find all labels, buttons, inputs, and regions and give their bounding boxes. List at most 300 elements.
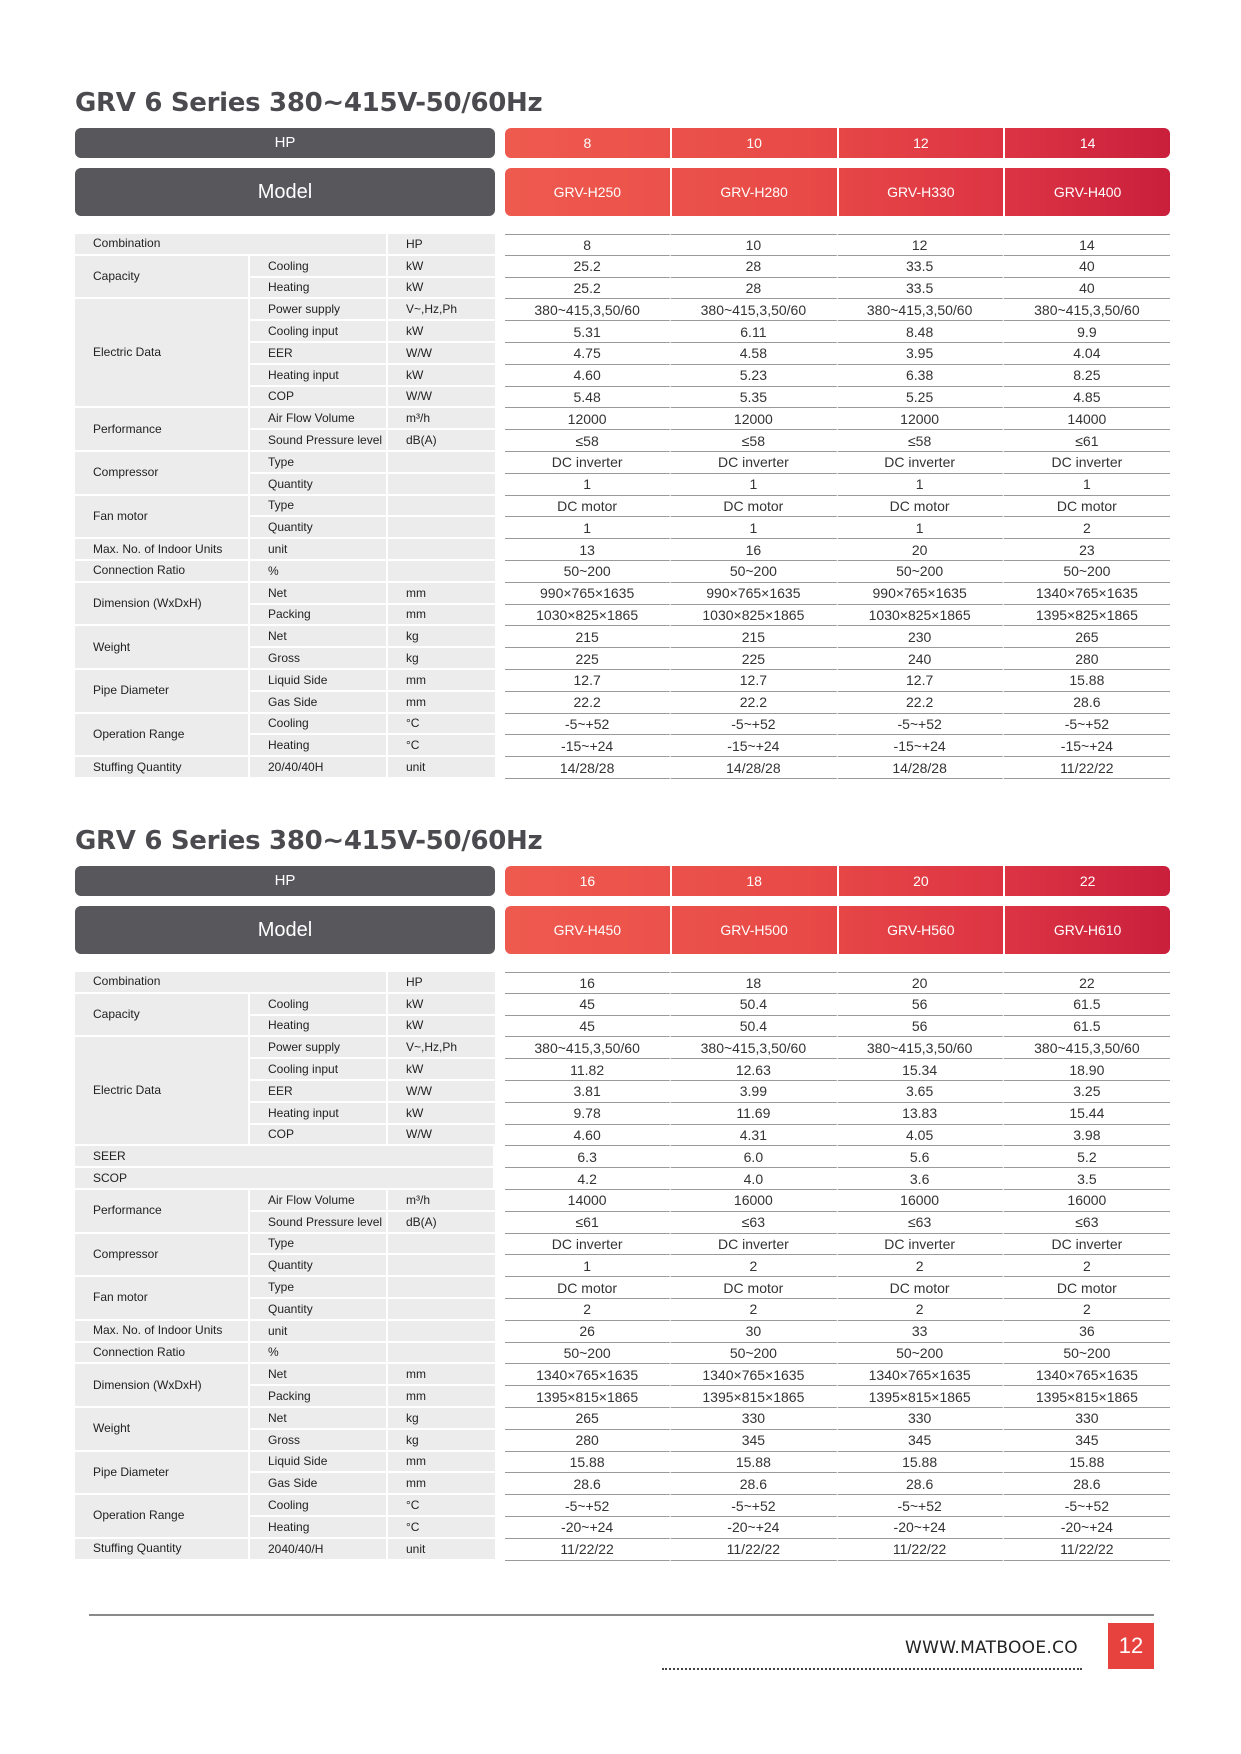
spec-value: 380~415,3,50/60 bbox=[1004, 1037, 1170, 1059]
spec-label-row bbox=[75, 1495, 495, 1517]
spec-value-row bbox=[505, 299, 1170, 321]
spec-item-label: Power supply bbox=[250, 299, 388, 321]
spec-unit-label: m³/h bbox=[388, 408, 495, 430]
spec-value: 5.2 bbox=[1004, 1146, 1170, 1168]
spec-item-label: Gas Side bbox=[250, 692, 388, 714]
spec-value: 380~415,3,50/60 bbox=[505, 299, 671, 321]
spec-group-label: Compressor bbox=[75, 1234, 250, 1278]
section-title: GRV 6 Series 380~415V-50/60Hz bbox=[75, 88, 543, 118]
spec-value: 15.88 bbox=[505, 1452, 671, 1474]
spec-value: -5~+52 bbox=[838, 714, 1004, 736]
spec-value: 215 bbox=[671, 626, 837, 648]
spec-value: 4.31 bbox=[671, 1125, 837, 1147]
spec-item-label: Net bbox=[250, 1408, 388, 1430]
spec-value-row bbox=[505, 994, 1170, 1016]
spec-value: ≤58 bbox=[838, 430, 1004, 452]
spec-value: 5.31 bbox=[505, 321, 671, 343]
spec-value: 50.4 bbox=[671, 1016, 837, 1038]
spec-unit-label: °C bbox=[388, 714, 495, 736]
spec-value: 22 bbox=[1004, 972, 1170, 994]
spec-group-label: Performance bbox=[75, 408, 250, 452]
spec-value: 345 bbox=[671, 1430, 837, 1452]
spec-value: 4.60 bbox=[505, 1125, 671, 1147]
spec-value-row bbox=[505, 1299, 1170, 1321]
model-header-label: Model bbox=[75, 168, 495, 216]
spec-value: 11/22/22 bbox=[1004, 1539, 1170, 1561]
spec-value: 5.23 bbox=[671, 365, 837, 387]
spec-value-row bbox=[505, 517, 1170, 539]
spec-value-row bbox=[505, 1037, 1170, 1059]
spec-value: ≤58 bbox=[671, 430, 837, 452]
spec-item-label: EER bbox=[250, 1081, 388, 1103]
spec-item-label: Net bbox=[250, 626, 388, 648]
spec-value: 14000 bbox=[1004, 408, 1170, 430]
spec-label-row bbox=[75, 256, 495, 278]
spec-value: 12000 bbox=[838, 408, 1004, 430]
spec-value-row bbox=[505, 648, 1170, 670]
spec-group-label: Operation Range bbox=[75, 1495, 250, 1539]
spec-value: 11/22/22 bbox=[505, 1539, 671, 1561]
spec-value: 2 bbox=[671, 1255, 837, 1277]
spec-item-label: Packing bbox=[250, 1386, 388, 1408]
spec-label-row bbox=[75, 1539, 495, 1561]
spec-label-row bbox=[75, 452, 495, 474]
spec-value: 1030×825×1865 bbox=[838, 605, 1004, 627]
spec-value-row bbox=[505, 1321, 1170, 1343]
spec-value-row bbox=[505, 496, 1170, 518]
spec-value-row bbox=[505, 321, 1170, 343]
spec-value: 22.2 bbox=[505, 692, 671, 714]
spec-item-label: Quantity bbox=[250, 1255, 388, 1277]
spec-value: 16 bbox=[671, 539, 837, 561]
spec-label-row bbox=[75, 714, 495, 736]
spec-item-label: Heating input bbox=[250, 1103, 388, 1125]
spec-value: -15~+24 bbox=[671, 735, 837, 757]
spec-unit-label: dB(A) bbox=[388, 430, 495, 452]
spec-unit-label bbox=[388, 474, 495, 496]
spec-value: 33.5 bbox=[838, 278, 1004, 300]
spec-label-row bbox=[75, 1037, 495, 1059]
spec-value-row bbox=[505, 408, 1170, 430]
spec-labels-table bbox=[75, 972, 495, 1561]
spec-group-label: Stuffing Quantity bbox=[75, 1539, 250, 1561]
spec-label-row bbox=[75, 1190, 495, 1212]
spec-value-row bbox=[505, 1364, 1170, 1386]
spec-label-row bbox=[75, 1321, 495, 1343]
spec-value-row bbox=[505, 1343, 1170, 1365]
spec-label-row bbox=[75, 1168, 495, 1190]
spec-unit-label: unit bbox=[388, 1539, 495, 1561]
spec-value: -20~+24 bbox=[505, 1517, 671, 1539]
spec-value-row bbox=[505, 1473, 1170, 1495]
spec-value: 22.2 bbox=[838, 692, 1004, 714]
hp-value: 10 bbox=[672, 128, 839, 158]
spec-value: DC inverter bbox=[505, 1234, 671, 1256]
spec-value: 13.83 bbox=[838, 1103, 1004, 1125]
spec-group-label: Performance bbox=[75, 1190, 250, 1234]
spec-value-row bbox=[505, 1016, 1170, 1038]
spec-value: 25.2 bbox=[505, 278, 671, 300]
spec-label-row bbox=[75, 496, 495, 518]
spec-value: 50~200 bbox=[505, 561, 671, 583]
spec-value: 18.90 bbox=[1004, 1059, 1170, 1081]
spec-item-label: Type bbox=[250, 496, 388, 518]
spec-value: 1 bbox=[838, 517, 1004, 539]
spec-value: 2 bbox=[671, 1299, 837, 1321]
hp-header-label: HP bbox=[75, 866, 495, 896]
spec-value-row bbox=[505, 1408, 1170, 1430]
spec-value: 3.65 bbox=[838, 1081, 1004, 1103]
spec-value: 380~415,3,50/60 bbox=[1004, 299, 1170, 321]
spec-unit-label bbox=[388, 1255, 495, 1277]
spec-value: 2 bbox=[1004, 1255, 1170, 1277]
spec-unit-label bbox=[388, 1234, 495, 1256]
spec-value: DC inverter bbox=[671, 452, 837, 474]
spec-value: 280 bbox=[1004, 648, 1170, 670]
spec-value: 1030×825×1865 bbox=[671, 605, 837, 627]
spec-value: 1395×815×1865 bbox=[505, 1386, 671, 1408]
spec-unit-label: mm bbox=[388, 1386, 495, 1408]
spec-value: 61.5 bbox=[1004, 1016, 1170, 1038]
spec-value: 50~200 bbox=[838, 561, 1004, 583]
spec-value: 11/22/22 bbox=[671, 1539, 837, 1561]
spec-unit-label: mm bbox=[388, 1452, 495, 1474]
spec-value: 4.2 bbox=[505, 1168, 671, 1190]
spec-value: 5.48 bbox=[505, 387, 671, 409]
spec-item-label: COP bbox=[250, 1125, 388, 1147]
spec-label-row bbox=[75, 408, 495, 430]
spec-group-label: Fan motor bbox=[75, 1277, 250, 1321]
spec-unit-label: kW bbox=[388, 994, 495, 1016]
spec-item-label: Quantity bbox=[250, 1299, 388, 1321]
spec-value: 1395×815×1865 bbox=[838, 1386, 1004, 1408]
spec-value-row bbox=[505, 1452, 1170, 1474]
spec-value: 1340×765×1635 bbox=[838, 1364, 1004, 1386]
spec-value: 4.0 bbox=[671, 1168, 837, 1190]
spec-group-label: Fan motor bbox=[75, 496, 250, 540]
spec-value: 230 bbox=[838, 626, 1004, 648]
spec-unit-label bbox=[388, 561, 495, 583]
spec-value-row bbox=[505, 387, 1170, 409]
spec-group-label: Connection Ratio bbox=[75, 1343, 250, 1365]
spec-unit-label: V~,Hz,Ph bbox=[388, 1037, 495, 1059]
spec-value: -5~+52 bbox=[505, 714, 671, 736]
spec-value: 16000 bbox=[671, 1190, 837, 1212]
spec-item-label: COP bbox=[250, 387, 388, 409]
spec-value: 6.3 bbox=[505, 1146, 671, 1168]
spec-value-row bbox=[505, 1386, 1170, 1408]
spec-value: 330 bbox=[1004, 1408, 1170, 1430]
spec-value-row bbox=[505, 474, 1170, 496]
spec-value: 28.6 bbox=[1004, 692, 1170, 714]
hp-value: 8 bbox=[505, 128, 672, 158]
spec-value: DC motor bbox=[671, 1277, 837, 1299]
spec-unit-label: V~,Hz,Ph bbox=[388, 299, 495, 321]
spec-value: 1 bbox=[671, 474, 837, 496]
spec-value: 10 bbox=[671, 234, 837, 256]
spec-item-label: Heating input bbox=[250, 365, 388, 387]
spec-label-row bbox=[75, 670, 495, 692]
spec-value-row bbox=[505, 1277, 1170, 1299]
spec-value: 380~415,3,50/60 bbox=[671, 1037, 837, 1059]
spec-value: 1030×825×1865 bbox=[505, 605, 671, 627]
spec-label-row bbox=[75, 1408, 495, 1430]
spec-value: 4.60 bbox=[505, 365, 671, 387]
spec-value-row bbox=[505, 343, 1170, 365]
spec-value-row bbox=[505, 1059, 1170, 1081]
spec-value: 50~200 bbox=[505, 1343, 671, 1365]
spec-value-row bbox=[505, 539, 1170, 561]
spec-group-label: Pipe Diameter bbox=[75, 670, 250, 714]
model-name: GRV-H250 bbox=[505, 168, 672, 216]
spec-value: DC inverter bbox=[838, 452, 1004, 474]
spec-value: 990×765×1635 bbox=[505, 583, 671, 605]
spec-value: DC inverter bbox=[1004, 1234, 1170, 1256]
spec-value: 1340×765×1635 bbox=[505, 1364, 671, 1386]
spec-value: 26 bbox=[505, 1321, 671, 1343]
spec-unit-label: kW bbox=[388, 278, 495, 300]
spec-unit-label bbox=[388, 1321, 495, 1343]
spec-value: 20 bbox=[838, 972, 1004, 994]
spec-value: 14/28/28 bbox=[838, 757, 1004, 779]
spec-unit-label: kW bbox=[388, 365, 495, 387]
spec-value: 30 bbox=[671, 1321, 837, 1343]
spec-value-row bbox=[505, 561, 1170, 583]
spec-value: 36 bbox=[1004, 1321, 1170, 1343]
spec-unit-label: mm bbox=[388, 670, 495, 692]
spec-unit-label bbox=[388, 452, 495, 474]
spec-group-label: Stuffing Quantity bbox=[75, 757, 250, 779]
spec-value: 225 bbox=[671, 648, 837, 670]
spec-group-label: Compressor bbox=[75, 452, 250, 496]
spec-value: 12.63 bbox=[671, 1059, 837, 1081]
spec-value: 1 bbox=[838, 474, 1004, 496]
spec-unit-label bbox=[388, 1277, 495, 1299]
spec-item-label: Heating bbox=[250, 735, 388, 757]
model-name: GRV-H560 bbox=[839, 906, 1006, 954]
spec-value: 56 bbox=[838, 1016, 1004, 1038]
spec-value: 2 bbox=[505, 1299, 671, 1321]
spec-value-row bbox=[505, 1539, 1170, 1561]
spec-unit-label: W/W bbox=[388, 1081, 495, 1103]
spec-value: 3.6 bbox=[838, 1168, 1004, 1190]
spec-value: 8 bbox=[505, 234, 671, 256]
spec-value: 28.6 bbox=[505, 1473, 671, 1495]
spec-unit-label: kg bbox=[388, 1408, 495, 1430]
spec-value: 345 bbox=[1004, 1430, 1170, 1452]
spec-unit-label: kg bbox=[388, 1430, 495, 1452]
spec-value: 3.25 bbox=[1004, 1081, 1170, 1103]
spec-item-label: Gross bbox=[250, 648, 388, 670]
spec-unit-label: m³/h bbox=[388, 1190, 495, 1212]
spec-value: 2 bbox=[838, 1299, 1004, 1321]
spec-label-row bbox=[75, 1364, 495, 1386]
spec-group-label: SEER bbox=[75, 1146, 495, 1168]
spec-value-row bbox=[505, 1146, 1170, 1168]
spec-value: 1340×765×1635 bbox=[1004, 583, 1170, 605]
spec-item-label: Type bbox=[250, 452, 388, 474]
spec-value-row bbox=[505, 1255, 1170, 1277]
website-url[interactable]: WWW.MATBOOE.CO bbox=[905, 1638, 1078, 1658]
spec-value: ≤63 bbox=[1004, 1212, 1170, 1234]
spec-unit-label: mm bbox=[388, 692, 495, 714]
spec-value: 265 bbox=[505, 1408, 671, 1430]
spec-value: 380~415,3,50/60 bbox=[505, 1037, 671, 1059]
spec-value: -15~+24 bbox=[838, 735, 1004, 757]
spec-value: ≤58 bbox=[505, 430, 671, 452]
spec-value: 13 bbox=[505, 539, 671, 561]
spec-value: 1 bbox=[671, 517, 837, 539]
spec-unit-label: kW bbox=[388, 256, 495, 278]
spec-item-label: Net bbox=[250, 583, 388, 605]
spec-label-row bbox=[75, 626, 495, 648]
spec-value: 5.25 bbox=[838, 387, 1004, 409]
spec-unit-label: °C bbox=[388, 735, 495, 757]
spec-value: 3.5 bbox=[1004, 1168, 1170, 1190]
spec-value-row bbox=[505, 583, 1170, 605]
spec-label-row bbox=[75, 972, 495, 994]
spec-value: 50.4 bbox=[671, 994, 837, 1016]
spec-unit-label: mm bbox=[388, 583, 495, 605]
spec-label-row bbox=[75, 561, 495, 583]
spec-value: 15.88 bbox=[671, 1452, 837, 1474]
spec-value: 11/22/22 bbox=[838, 1539, 1004, 1561]
spec-value: 4.58 bbox=[671, 343, 837, 365]
spec-item-label: Quantity bbox=[250, 517, 388, 539]
model-header-label: Model bbox=[75, 906, 495, 954]
model-name: GRV-H610 bbox=[1053, 922, 1122, 938]
spec-item-label: EER bbox=[250, 343, 388, 365]
spec-value-row bbox=[505, 365, 1170, 387]
spec-value: -5~+52 bbox=[838, 1495, 1004, 1517]
spec-value: 345 bbox=[838, 1430, 1004, 1452]
spec-unit-label: unit bbox=[388, 757, 495, 779]
spec-value: 380~415,3,50/60 bbox=[671, 299, 837, 321]
spec-value: 12.7 bbox=[505, 670, 671, 692]
spec-value: 3.99 bbox=[671, 1081, 837, 1103]
spec-item-label: Sound Pressure level bbox=[250, 430, 388, 452]
spec-value: 1 bbox=[1004, 474, 1170, 496]
spec-value-row bbox=[505, 452, 1170, 474]
spec-value: 25.2 bbox=[505, 256, 671, 278]
spec-value: 14/28/28 bbox=[505, 757, 671, 779]
spec-value-row bbox=[505, 692, 1170, 714]
spec-value: 5.35 bbox=[671, 387, 837, 409]
spec-value: -20~+24 bbox=[671, 1517, 837, 1539]
spec-value: 14/28/28 bbox=[671, 757, 837, 779]
spec-unit-label: °C bbox=[388, 1517, 495, 1539]
spec-value: -5~+52 bbox=[1004, 714, 1170, 736]
spec-item-label: Heating bbox=[250, 278, 388, 300]
spec-group-label: Weight bbox=[75, 626, 250, 670]
spec-item-label: Cooling bbox=[250, 1495, 388, 1517]
spec-value-row bbox=[505, 757, 1170, 779]
hp-value: 18 bbox=[672, 866, 839, 896]
spec-value-row bbox=[505, 278, 1170, 300]
spec-value: 45 bbox=[505, 994, 671, 1016]
spec-value: 12 bbox=[838, 234, 1004, 256]
spec-value: 40 bbox=[1004, 278, 1170, 300]
spec-value: 240 bbox=[838, 648, 1004, 670]
spec-value: 15.34 bbox=[838, 1059, 1004, 1081]
spec-unit-label bbox=[388, 517, 495, 539]
spec-value: 8.25 bbox=[1004, 365, 1170, 387]
spec-value-row bbox=[505, 430, 1170, 452]
spec-value: 50~200 bbox=[671, 561, 837, 583]
spec-value: -15~+24 bbox=[1004, 735, 1170, 757]
spec-value: ≤61 bbox=[505, 1212, 671, 1234]
spec-value: DC motor bbox=[505, 1277, 671, 1299]
spec-group-label: Dimension (WxDxH) bbox=[75, 583, 250, 627]
spec-unit-label: HP bbox=[388, 972, 495, 994]
spec-value: 16000 bbox=[1004, 1190, 1170, 1212]
spec-value: DC motor bbox=[1004, 496, 1170, 518]
spec-group-label: Weight bbox=[75, 1408, 250, 1452]
spec-value: 28.6 bbox=[1004, 1473, 1170, 1495]
spec-value: 8.48 bbox=[838, 321, 1004, 343]
spec-value: 1340×765×1635 bbox=[1004, 1364, 1170, 1386]
spec-value: -5~+52 bbox=[1004, 1495, 1170, 1517]
model-name: GRV-H330 bbox=[839, 168, 1006, 216]
spec-item-label: % bbox=[250, 1343, 388, 1365]
spec-value-row bbox=[505, 972, 1170, 994]
hp-header-row bbox=[505, 866, 1170, 896]
spec-value: 12.7 bbox=[671, 670, 837, 692]
spec-value: 28 bbox=[671, 278, 837, 300]
hp-header-label: HP bbox=[75, 128, 495, 158]
spec-value-row bbox=[505, 714, 1170, 736]
spec-value: 1 bbox=[505, 517, 671, 539]
spec-value: DC motor bbox=[505, 496, 671, 518]
spec-value: 215 bbox=[505, 626, 671, 648]
spec-item-label: Air Flow Volume bbox=[250, 408, 388, 430]
spec-value-row bbox=[505, 605, 1170, 627]
spec-unit-label: kW bbox=[388, 1016, 495, 1038]
spec-value: 16000 bbox=[838, 1190, 1004, 1212]
spec-unit-label bbox=[388, 1343, 495, 1365]
spec-item-label: Power supply bbox=[250, 1037, 388, 1059]
spec-value: 3.98 bbox=[1004, 1125, 1170, 1147]
spec-value-row bbox=[505, 1081, 1170, 1103]
spec-unit-label: kW bbox=[388, 1059, 495, 1081]
spec-value: 18 bbox=[671, 972, 837, 994]
spec-unit-label: kg bbox=[388, 626, 495, 648]
spec-group-label: Combination bbox=[75, 234, 388, 256]
spec-item-label: Type bbox=[250, 1277, 388, 1299]
spec-value: DC inverter bbox=[838, 1234, 1004, 1256]
spec-value-row bbox=[505, 1430, 1170, 1452]
spec-value: DC motor bbox=[838, 496, 1004, 518]
spec-value: 6.0 bbox=[671, 1146, 837, 1168]
spec-item-label: Packing bbox=[250, 605, 388, 627]
spec-value: -5~+52 bbox=[671, 714, 837, 736]
spec-item-label: Gross bbox=[250, 1430, 388, 1452]
spec-item-label: Quantity bbox=[250, 474, 388, 496]
spec-label-row bbox=[75, 234, 495, 256]
spec-value: 1340×765×1635 bbox=[671, 1364, 837, 1386]
spec-value: 15.88 bbox=[1004, 1452, 1170, 1474]
spec-value: 15.44 bbox=[1004, 1103, 1170, 1125]
spec-value: 14 bbox=[1004, 234, 1170, 256]
spec-value-row bbox=[505, 1190, 1170, 1212]
model-name: GRV-H280 bbox=[672, 168, 839, 216]
spec-value: 990×765×1635 bbox=[671, 583, 837, 605]
spec-item-label: Heating bbox=[250, 1517, 388, 1539]
spec-value: -5~+52 bbox=[505, 1495, 671, 1517]
spec-value: 28.6 bbox=[838, 1473, 1004, 1495]
footer-dotted-rule bbox=[662, 1668, 1082, 1670]
spec-label-row bbox=[75, 583, 495, 605]
